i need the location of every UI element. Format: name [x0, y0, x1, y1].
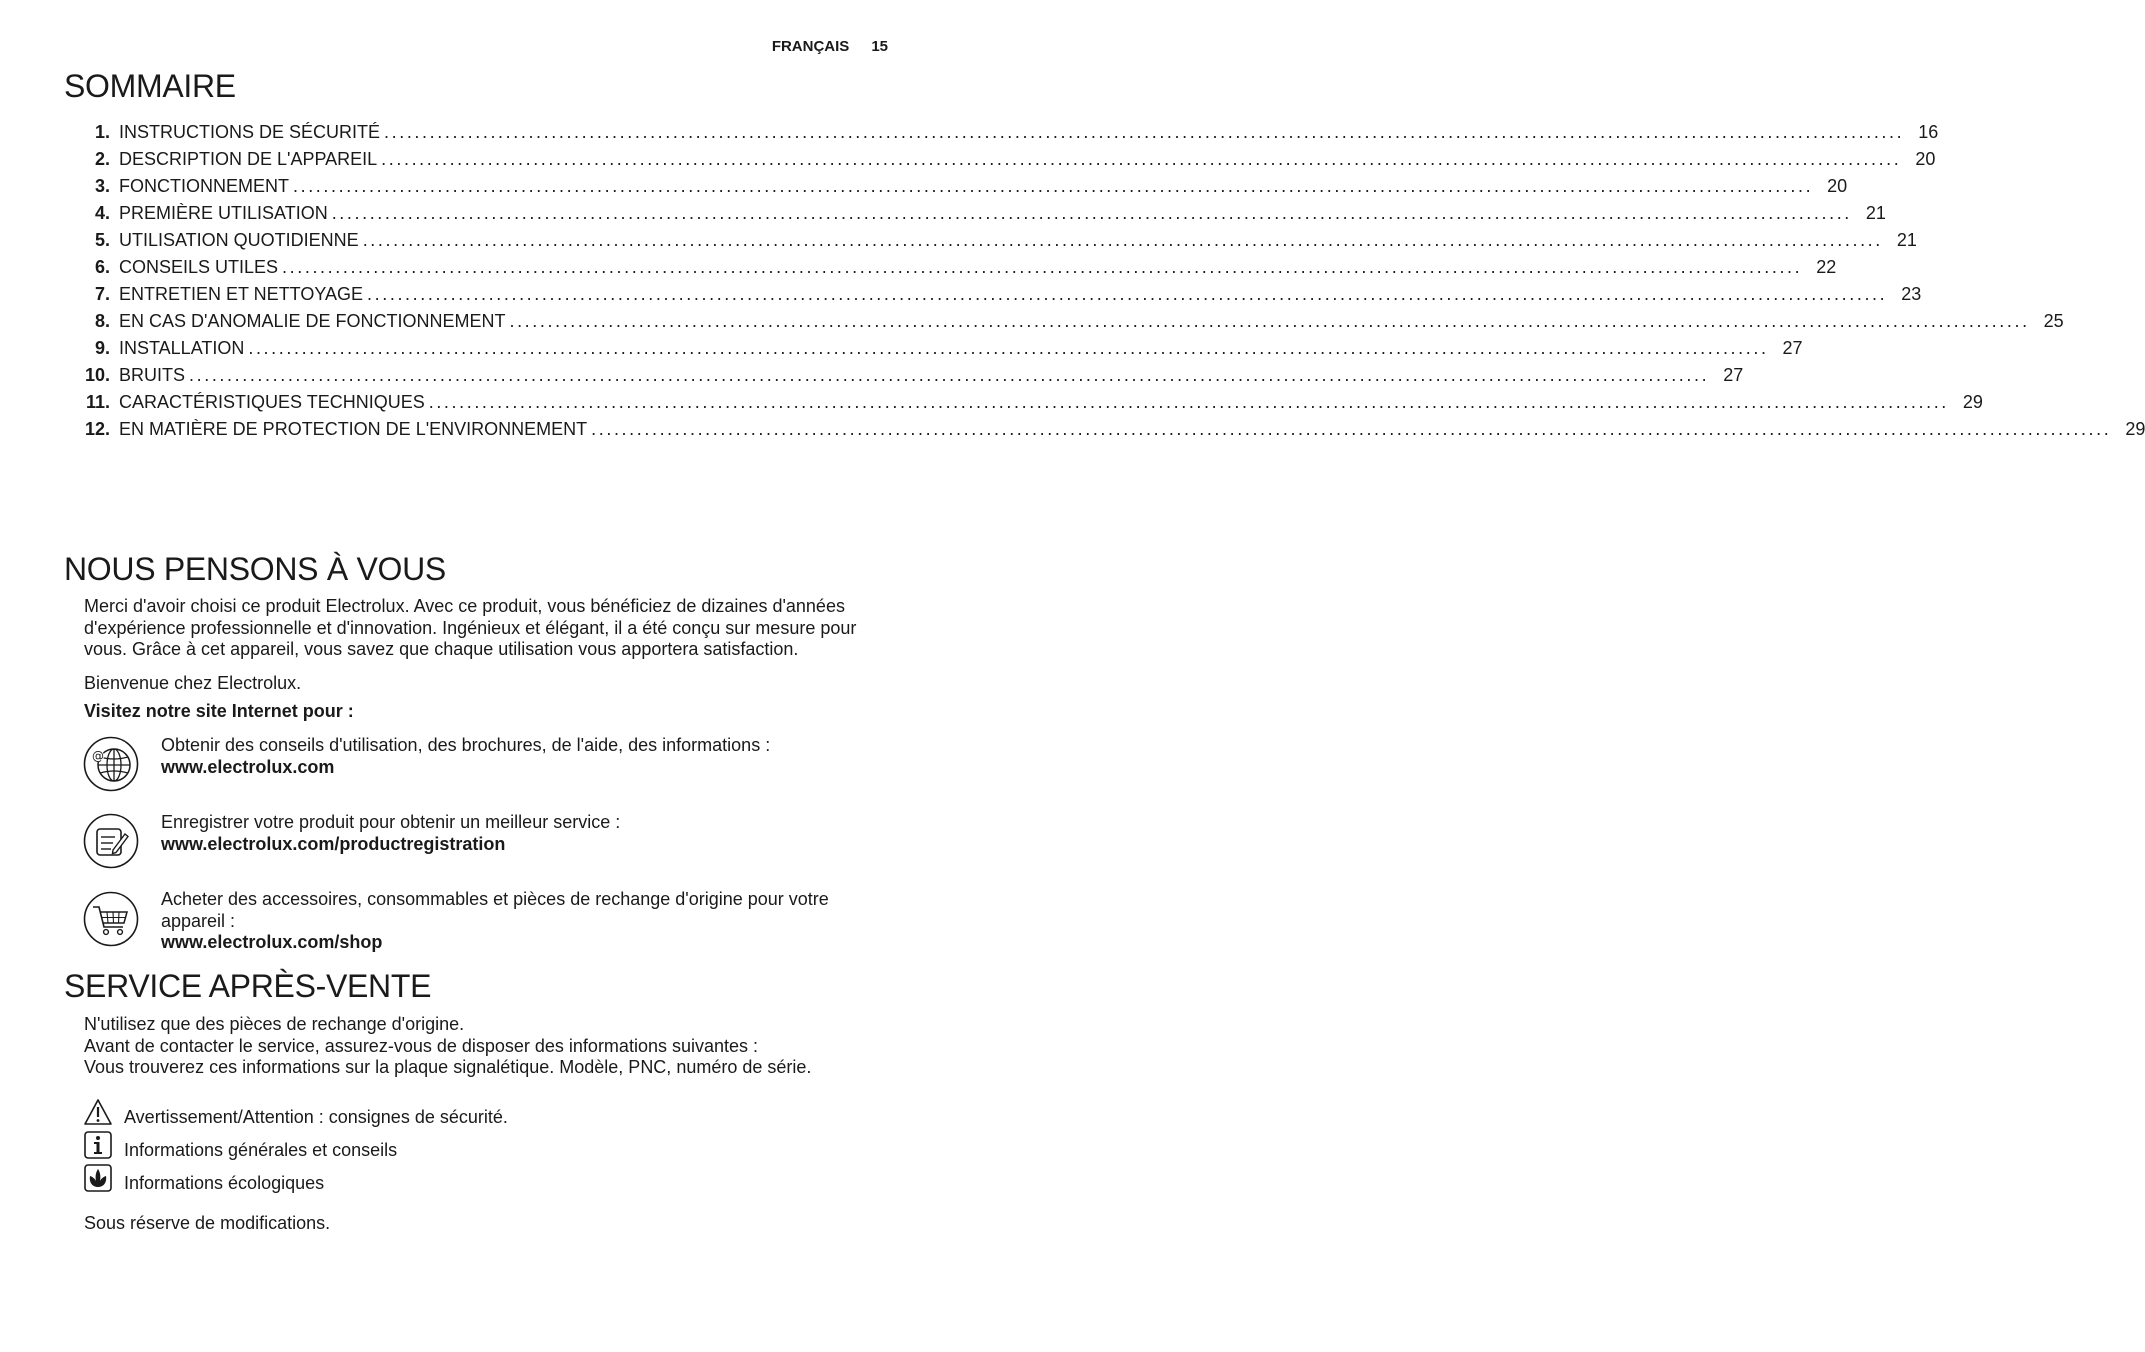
- toc-title: EN MATIÈRE DE PROTECTION DE L'ENVIRONNEMENT: [119, 419, 588, 439]
- toc-number: 8.: [94, 311, 110, 331]
- toc-title: INSTALLATION: [119, 338, 245, 358]
- toc-page: 20: [1915, 149, 1936, 169]
- welcome-text: Bienvenue chez Electrolux.: [84, 673, 302, 693]
- intro-paragraph: [84, 596, 904, 661]
- toc-item[interactable]: [70, 203, 1886, 230]
- visit-heading: Visitez notre site Internet pour :: [84, 701, 354, 721]
- warning-icon: [84, 1098, 112, 1126]
- toc-number: 5.: [94, 230, 110, 250]
- toc-title: INSTRUCTIONS DE SÉCURITÉ: [119, 122, 381, 142]
- web-link-description: appareil :: [161, 910, 236, 931]
- toc-leader: ........................................................................................................................................................................................................: [189, 365, 1710, 385]
- sommaire-title: SOMMAIRE: [64, 68, 236, 104]
- toc-leader: ........................................................................................................................................................................................................: [282, 257, 1803, 277]
- toc-leader: ........................................................................................................................................................................................................: [384, 122, 1905, 142]
- page-header: [772, 38, 888, 55]
- toc-number: 3.: [94, 176, 110, 196]
- web-link-url[interactable]: www.electrolux.com/productregistration: [161, 833, 506, 854]
- toc-page: 27: [1723, 365, 1744, 385]
- toc-item[interactable]: [70, 176, 1848, 203]
- toc-title: EN CAS D'ANOMALIE DE FONCTIONNEMENT: [119, 311, 506, 331]
- toc-leader: ........................................................................................................................................................................................................: [248, 338, 1769, 358]
- toc-item[interactable]: [70, 311, 2064, 338]
- toc-leader: ........................................................................................................................................................................................................: [381, 149, 1902, 169]
- toc-item[interactable]: [70, 149, 1936, 176]
- toc-leader: ........................................................................................................................................................................................................: [293, 176, 1814, 196]
- info-icon: [84, 1131, 112, 1159]
- toc-number: 4.: [94, 203, 110, 223]
- intro-line: Merci d'avoir choisi ce produit Electrolux. Avec ce produit, vous bénéficiez de dizaines d'années: [84, 596, 845, 616]
- toc-number: 9.: [94, 338, 110, 358]
- toc-number: 11.: [85, 392, 110, 412]
- legend-eco-text: Informations écologiques: [124, 1173, 325, 1193]
- web-link-item: [161, 812, 901, 855]
- toc-number: 6.: [94, 257, 110, 277]
- nous-pensons-title: NOUS PENSONS À VOUS: [64, 551, 446, 587]
- table-of-contents: [70, 122, 2145, 446]
- web-link-description: Enregistrer votre produit pour obtenir un meilleur service :: [161, 812, 621, 832]
- toc-number: 10.: [84, 365, 110, 385]
- toc-leader: ........................................................................................................................................................................................................: [428, 392, 1949, 412]
- toc-title: CARACTÉRISTIQUES TECHNIQUES: [119, 392, 425, 412]
- toc-item[interactable]: [70, 257, 1837, 284]
- toc-title: PREMIÈRE UTILISATION: [119, 203, 328, 223]
- service-line: N'utilisez que des pièces de rechange d'origine.: [84, 1014, 465, 1034]
- web-link-url[interactable]: www.electrolux.com/shop: [161, 932, 383, 952]
- registration-icon: [83, 813, 139, 869]
- toc-title: CONSEILS UTILES: [119, 257, 279, 277]
- toc-page: 16: [1918, 122, 1939, 142]
- header-page-number: 15: [871, 38, 888, 55]
- toc-page: 21: [1896, 230, 1917, 250]
- legend-info-text: Informations générales et conseils: [124, 1140, 398, 1160]
- web-link-description: Acheter des accessoires, consommables et pièces de rechange d'origine pour votre: [161, 889, 829, 909]
- toc-page: 27: [1782, 338, 1803, 358]
- toc-leader: ........................................................................................................................................................................................................: [591, 419, 2112, 439]
- toc-item[interactable]: [70, 338, 1803, 365]
- toc-title: FONCTIONNEMENT: [119, 176, 289, 196]
- intro-line: vous. Grâce à cet appareil, vous savez que chaque utilisation vous apportera satisfaction.: [84, 639, 799, 659]
- web-link-url[interactable]: www.electrolux.com: [161, 756, 335, 777]
- toc-item[interactable]: [70, 122, 1939, 149]
- service-title: SERVICE APRÈS-VENTE: [64, 968, 432, 1004]
- web-link-item: [161, 735, 901, 778]
- toc-leader: ........................................................................................................................................................................................................: [331, 203, 1852, 223]
- toc-leader: ........................................................................................................................................................................................................: [362, 230, 1883, 250]
- web-link-item: [161, 889, 901, 954]
- toc-page: 22: [1816, 257, 1837, 277]
- intro-line: d'expérience professionnelle et d'innovation. Ingénieux et élégant, il a été conçu sur mesure pour: [84, 617, 857, 638]
- shopping-cart-icon: [83, 891, 139, 947]
- svg-text:@: @: [92, 749, 104, 763]
- eco-icon: [84, 1164, 112, 1192]
- toc-title: ENTRETIEN ET NETTOYAGE: [119, 284, 364, 304]
- toc-number: 7.: [94, 284, 110, 304]
- toc-page: 29: [1962, 392, 1983, 412]
- toc-page: 23: [1901, 284, 1922, 304]
- toc-item[interactable]: [70, 392, 1983, 419]
- toc-page: 21: [1865, 203, 1886, 223]
- toc-title: UTILISATION QUOTIDIENNE: [119, 230, 359, 250]
- toc-page: 25: [2043, 311, 2064, 331]
- globe-icon: [83, 736, 139, 792]
- service-line: Vous trouverez ces informations sur la plaque signalétique. Modèle, PNC, numéro de série.: [84, 1057, 812, 1077]
- toc-page: 29: [2125, 419, 2145, 439]
- toc-item[interactable]: [70, 230, 1917, 257]
- legend-warning-text: Avertissement/Attention : consignes de sécurité.: [124, 1107, 508, 1127]
- toc-item[interactable]: [70, 419, 2145, 446]
- header-language: FRANÇAIS: [771, 38, 850, 55]
- toc-title: BRUITS: [119, 365, 186, 385]
- toc-number: 12.: [84, 419, 110, 439]
- service-line: Avant de contacter le service, assurez-vous de disposer des informations suivantes :: [84, 1035, 759, 1056]
- service-paragraph: [84, 1014, 904, 1079]
- toc-item[interactable]: [70, 284, 1922, 311]
- toc-item[interactable]: [70, 365, 1744, 392]
- web-link-description: Obtenir des conseils d'utilisation, des brochures, de l'aide, des informations :: [161, 735, 771, 755]
- toc-leader: ........................................................................................................................................................................................................: [367, 284, 1888, 304]
- toc-title: DESCRIPTION DE L'APPAREIL: [119, 149, 378, 169]
- footnote: Sous réserve de modifications.: [84, 1213, 331, 1233]
- toc-number: 1.: [94, 122, 110, 142]
- toc-leader: ........................................................................................................................................................................................................: [509, 311, 2030, 331]
- toc-number: 2.: [94, 149, 110, 169]
- toc-page: 20: [1827, 176, 1848, 196]
